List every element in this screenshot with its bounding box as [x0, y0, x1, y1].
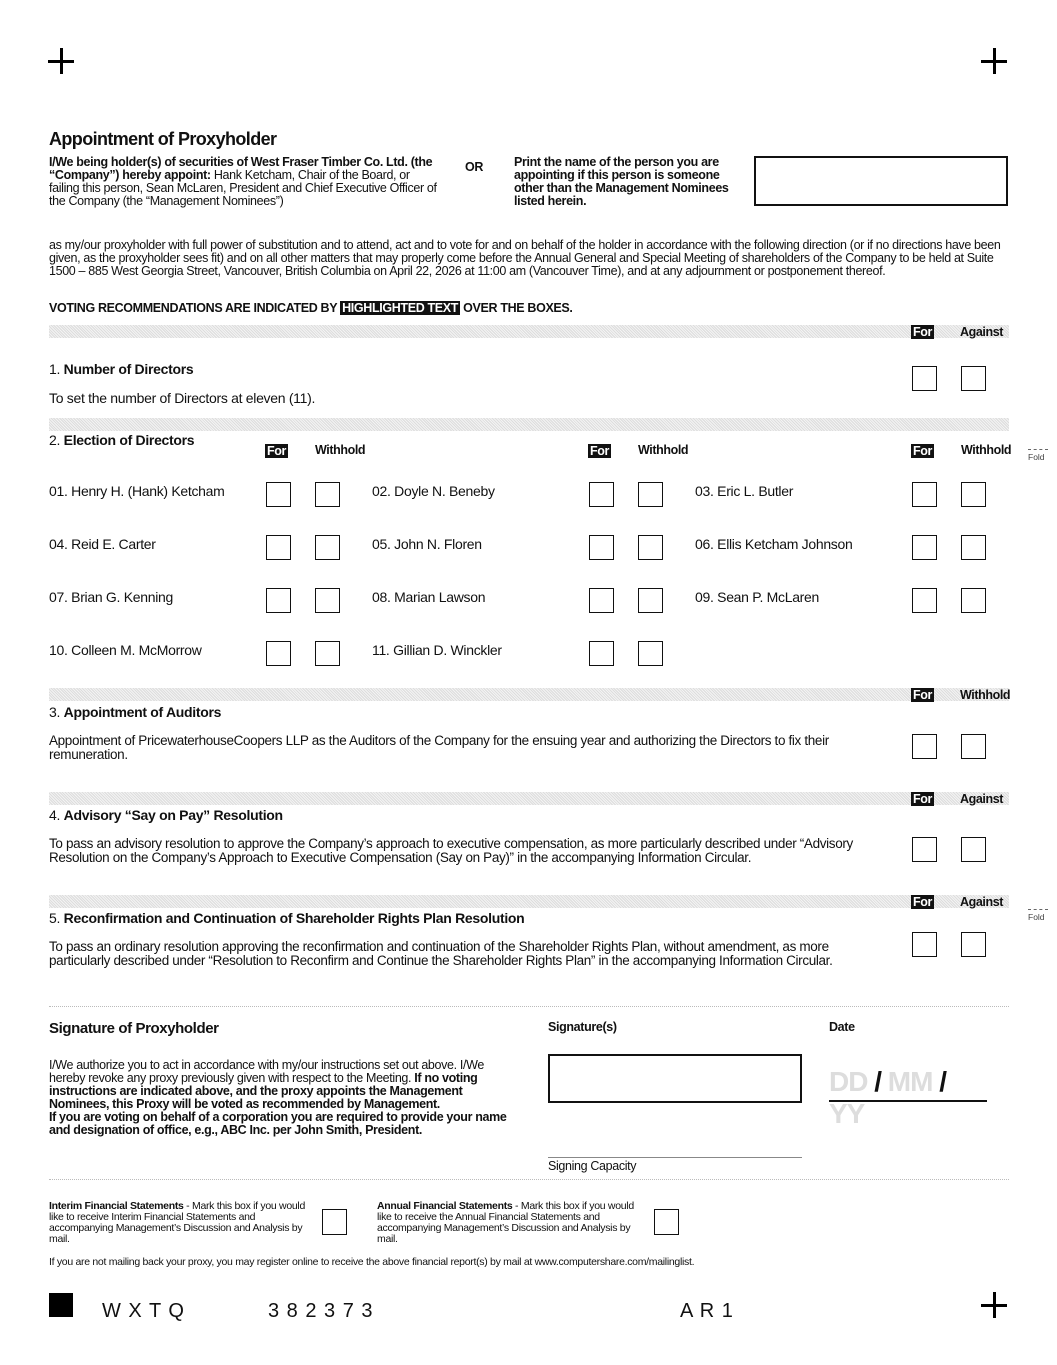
director-for-checkbox[interactable]: [266, 535, 291, 560]
for-header: For: [590, 444, 609, 458]
director-name: 08. Marian Lawson: [372, 589, 486, 605]
section-bar: [49, 418, 1009, 431]
for-header: For: [913, 444, 932, 458]
res4-against-checkbox[interactable]: [961, 837, 986, 862]
director-for-checkbox[interactable]: [912, 588, 937, 613]
director-withhold-checkbox[interactable]: [638, 535, 663, 560]
page-title: Appointment of Proxyholder: [49, 129, 277, 149]
res3-withhold-checkbox[interactable]: [961, 734, 986, 759]
director-name: 01. Henry H. (Hank) Ketcham: [49, 483, 225, 499]
print-name-label: Print the name of the person you are appointing if this person is someone other than the Management Nominees listed herein.: [514, 155, 729, 208]
director-for-checkbox[interactable]: [912, 535, 937, 560]
director-for-checkbox[interactable]: [266, 482, 291, 507]
voting-recommendations-note: VOTING RECOMMENDATIONS ARE INDICATED BY HIGHLIGHTED TEXT OVER THE BOXES.: [49, 301, 573, 315]
director-withhold-checkbox[interactable]: [961, 588, 986, 613]
divider: [49, 1006, 1009, 1007]
director-for-checkbox[interactable]: [912, 482, 937, 507]
footer-code: W X T Q: [102, 1300, 185, 1322]
res3-for-checkbox[interactable]: [912, 734, 937, 759]
fold-mark: Fold: [1028, 452, 1045, 462]
res5-title: 5. Reconfirmation and Continuation of Shareholder Rights Plan Resolution: [49, 910, 525, 926]
director-for-checkbox[interactable]: [589, 482, 614, 507]
proxyholder-name-input[interactable]: [754, 156, 1008, 206]
withhold-header: Withhold: [960, 688, 1011, 702]
signing-capacity-line[interactable]: [548, 1157, 802, 1158]
signature-title: Signature of Proxyholder: [49, 1020, 219, 1037]
interim-statements-text: Interim Financial Statements - Mark this box if you would like to receive Interim Financial Statements and accompanying Management’s Discussion and Analysis by mail.: [49, 1200, 305, 1245]
against-header: Against: [960, 325, 1004, 339]
res4-text: To pass an advisory resolution to approve the Company’s approach to executive compensation, as more particularly described under “Advisory Resolution on the Company’s Approach to Executive Compensation (Say on Pay)” in the accompanying Information Circular.: [49, 836, 853, 865]
director-for-checkbox[interactable]: [589, 535, 614, 560]
against-header: Against: [960, 895, 1004, 909]
withhold-header: Withhold: [315, 443, 366, 457]
registration-square-icon: [49, 1293, 73, 1317]
date-label: Date: [829, 1020, 855, 1034]
res1-against-checkbox[interactable]: [961, 366, 986, 391]
director-withhold-checkbox[interactable]: [315, 482, 340, 507]
proxy-text: as my/our proxyholder with full power of substitution and to attend, act and to vote for and on behalf of the holder in accordance with the following direction (or if no directions have been given, as the proxyholder sees fit) and on all other matters that may properly come before the Annual General and Special Meeting of shareholders of the Company to be held at Suite 1500 – 885 West Georgia Street, Vancouver, British Columbia on April 22, 2026 at 11:00 am (Vancouver Time), and at any adjournment or postponement thereof.: [49, 238, 1001, 278]
res3-text: Appointment of PricewaterhouseCoopers LLP as the Auditors of the Company for the ensuing year and authorizing the Directors to fix their remuneration.: [49, 733, 829, 762]
director-for-checkbox[interactable]: [589, 641, 614, 666]
section-bar: [49, 792, 1009, 805]
res3-title: 3. Appointment of Auditors: [49, 704, 222, 720]
divider: [49, 1179, 1009, 1180]
director-withhold-checkbox[interactable]: [315, 588, 340, 613]
signing-capacity-label: Signing Capacity: [548, 1159, 637, 1173]
against-header: Against: [960, 792, 1004, 806]
fold-mark: Fold: [1028, 912, 1045, 922]
or-label: OR: [465, 160, 484, 174]
director-for-checkbox[interactable]: [266, 641, 291, 666]
director-name: 05. John N. Floren: [372, 536, 482, 552]
director-for-checkbox[interactable]: [266, 588, 291, 613]
director-name: 11. Gillian D. Winckler: [372, 642, 502, 658]
signature-input[interactable]: [548, 1054, 802, 1103]
res1-for-checkbox[interactable]: [912, 366, 937, 391]
res1-title: 1. Number of Directors: [49, 361, 194, 377]
authorization-text: I/We authorize you to act in accordance with my/our instructions set out above. I/We hereby revoke any proxy previously given with respect to the Meeting. If no voting instructions are indicated above, and the proxy appoints the Management Nominees, this Proxy will be voted as recommended by Management. If you are voting on behalf of a corporation you are required to provide your name and designation of office, e.g., ABC Inc. per John Smith, President.: [49, 1058, 507, 1137]
signatures-label: Signature(s): [548, 1020, 617, 1034]
director-withhold-checkbox[interactable]: [638, 588, 663, 613]
director-name: 02. Doyle N. Beneby: [372, 483, 495, 499]
withhold-header: Withhold: [961, 443, 1012, 457]
annual-statements-checkbox[interactable]: [654, 1209, 679, 1235]
registration-mark-icon: [981, 48, 1007, 74]
director-name: 06. Ellis Ketcham Johnson: [695, 536, 853, 552]
director-withhold-checkbox[interactable]: [961, 482, 986, 507]
registration-mark-icon: [981, 1292, 1007, 1318]
for-header: For: [267, 444, 286, 458]
director-name: 03. Eric L. Butler: [695, 483, 794, 499]
for-header: For: [913, 792, 932, 806]
interim-statements-checkbox[interactable]: [322, 1209, 347, 1235]
date-input[interactable]: DD / MM / YY: [829, 1066, 987, 1102]
online-registration-note: If you are not mailing back your proxy, you may register online to receive the above financial report(s) by mail at www.computershare.com/mailinglist.: [49, 1256, 695, 1268]
section-bar: [49, 895, 1009, 908]
director-withhold-checkbox[interactable]: [638, 641, 663, 666]
res5-text: To pass an ordinary resolution approving the reconfirmation and continuation of the Shareholder Rights Plan, without amendment, as more particularly described under “Resolution to Reconfirm and Continue the Shareholder Rights Plan” in the accompanying Information Circular.: [49, 939, 833, 968]
director-name: 07. Brian G. Kenning: [49, 589, 173, 605]
section-bar: [49, 325, 1009, 338]
director-withhold-checkbox[interactable]: [638, 482, 663, 507]
annual-statements-text: Annual Financial Statements - Mark this box if you would like to receive the Annual Financial Statements and accompanying Management’s Discussion and Analysis by mail.: [377, 1200, 634, 1245]
appointment-text: I/We being holder(s) of securities of West Fraser Timber Co. Ltd. (the “Company”) hereby appoint: Hank Ketcham, Chair of the Board, or failing this person, Sean McLaren, President and Chief Executive Officer of the Company (the “Management Nominees”): [49, 155, 437, 208]
director-name: 04. Reid E. Carter: [49, 536, 156, 552]
section-bar: [49, 688, 1009, 701]
director-name: 10. Colleen M. McMorrow: [49, 642, 202, 658]
director-withhold-checkbox[interactable]: [315, 641, 340, 666]
res2-title: 2. Election of Directors: [49, 432, 195, 448]
director-withhold-checkbox[interactable]: [315, 535, 340, 560]
res4-title: 4. Advisory “Say on Pay” Resolution: [49, 807, 283, 823]
for-header: For: [913, 325, 932, 339]
footer-code-ar: A R 1: [680, 1300, 734, 1322]
res4-for-checkbox[interactable]: [912, 837, 937, 862]
withhold-header: Withhold: [638, 443, 689, 457]
footer-number: 3 8 2 3 7 3: [268, 1300, 374, 1322]
director-for-checkbox[interactable]: [589, 588, 614, 613]
director-name: 09. Sean P. McLaren: [695, 589, 820, 605]
res1-text: To set the number of Directors at eleven (11).: [49, 390, 316, 406]
res5-against-checkbox[interactable]: [961, 932, 986, 957]
for-header: For: [913, 688, 932, 702]
res5-for-checkbox[interactable]: [912, 932, 937, 957]
director-withhold-checkbox[interactable]: [961, 535, 986, 560]
registration-mark-icon: [48, 48, 74, 74]
for-header: For: [913, 895, 932, 909]
